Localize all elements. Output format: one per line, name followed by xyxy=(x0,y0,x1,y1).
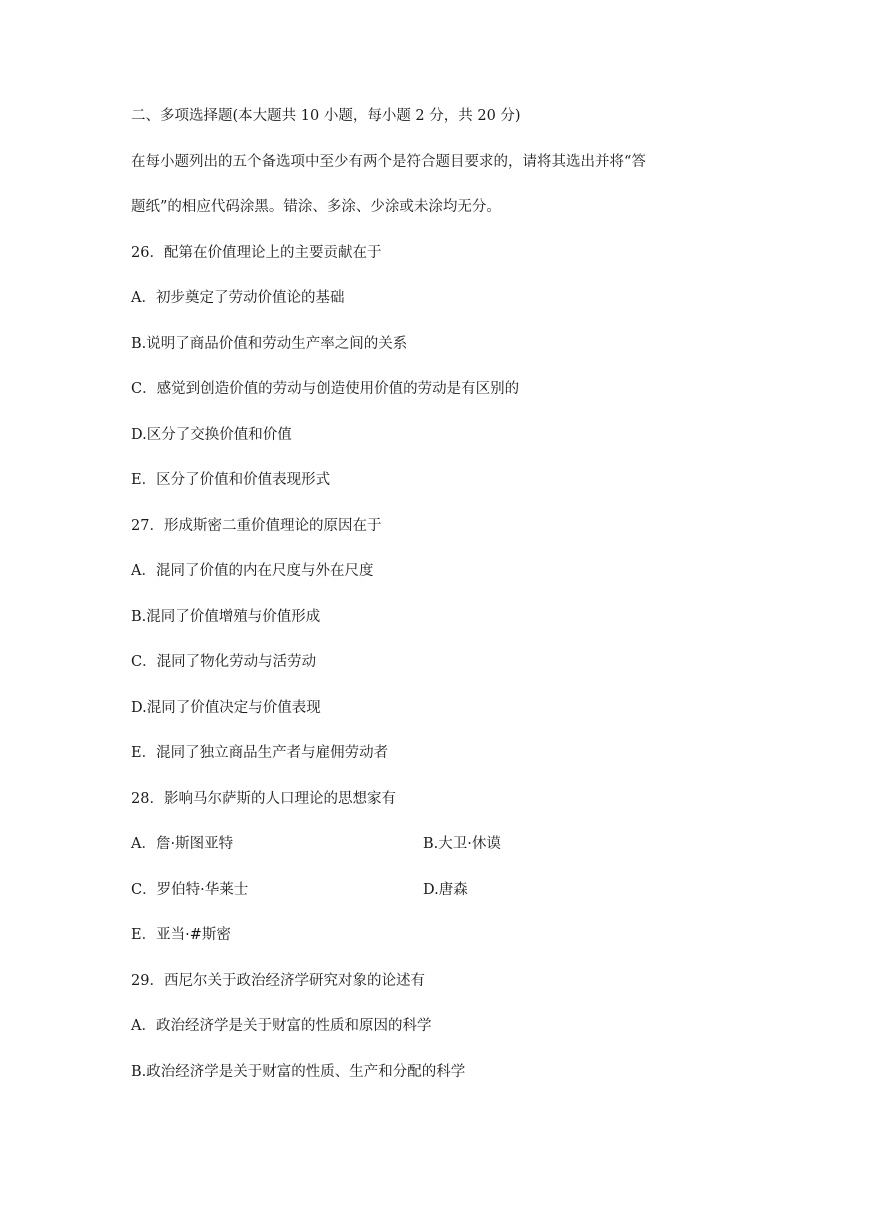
instruction-line-1: 在每小题列出的五个备选项中至少有两个是符合题目要求的，请将其选出并将“答 xyxy=(131,154,646,170)
question-29-option-b: B.政治经济学是关于财富的性质、生产和分配的科学 xyxy=(131,1064,466,1080)
instruction-line-2: 题纸”的相应代码涂黑。错涂、多涂、少涂或未涂均无分。 xyxy=(131,199,501,215)
question-27-option-d: D.混同了价值决定与价值表现 xyxy=(131,700,321,716)
question-26-option-d: D.区分了交换价值和价值 xyxy=(131,427,292,443)
question-28-option-a: A．詹·斯图亚特 xyxy=(131,836,234,852)
question-26-option-a: A．初步奠定了劳动价值论的基础 xyxy=(131,290,345,306)
question-27-option-c: C．混同了物化劳动与活劳动 xyxy=(131,654,317,670)
section-heading: 二、多项选择题(本大题共 10 小题，每小题 2 分，共 20 分) xyxy=(131,108,521,124)
question-28-option-b: B.大卫·休谟 xyxy=(423,836,501,852)
question-27-option-e: E．混同了独立商品生产者与雇佣劳动者 xyxy=(131,745,389,761)
question-28-option-c: C．罗伯特·华莱士 xyxy=(131,882,249,898)
question-26-option-b: B.说明了商品价值和劳动生产率之间的关系 xyxy=(131,336,408,352)
question-27-stem: 27．形成斯密二重价值理论的原因在于 xyxy=(131,518,382,534)
question-29-option-a: A．政治经济学是关于财富的性质和原因的科学 xyxy=(131,1018,432,1034)
question-27-option-a: A．混同了价值的内在尺度与外在尺度 xyxy=(131,563,374,579)
question-27-option-b: B.混同了价值增殖与价值形成 xyxy=(131,609,321,625)
question-28-stem: 28．影响马尔萨斯的人口理论的思想家有 xyxy=(131,791,396,807)
question-26-option-e: E．区分了价值和价值表现形式 xyxy=(131,472,331,488)
question-29-stem: 29．西尼尔关于政治经济学研究对象的论述有 xyxy=(131,973,425,989)
question-28-option-d: D.唐森 xyxy=(423,882,468,898)
question-26-option-c: C．感觉到创造价值的劳动与创造使用价值的劳动是有区别的 xyxy=(131,381,520,397)
question-26-stem: 26．配第在价值理论上的主要贡献在于 xyxy=(131,245,382,261)
question-28-option-e: E．亚当·#斯密 xyxy=(131,927,231,943)
